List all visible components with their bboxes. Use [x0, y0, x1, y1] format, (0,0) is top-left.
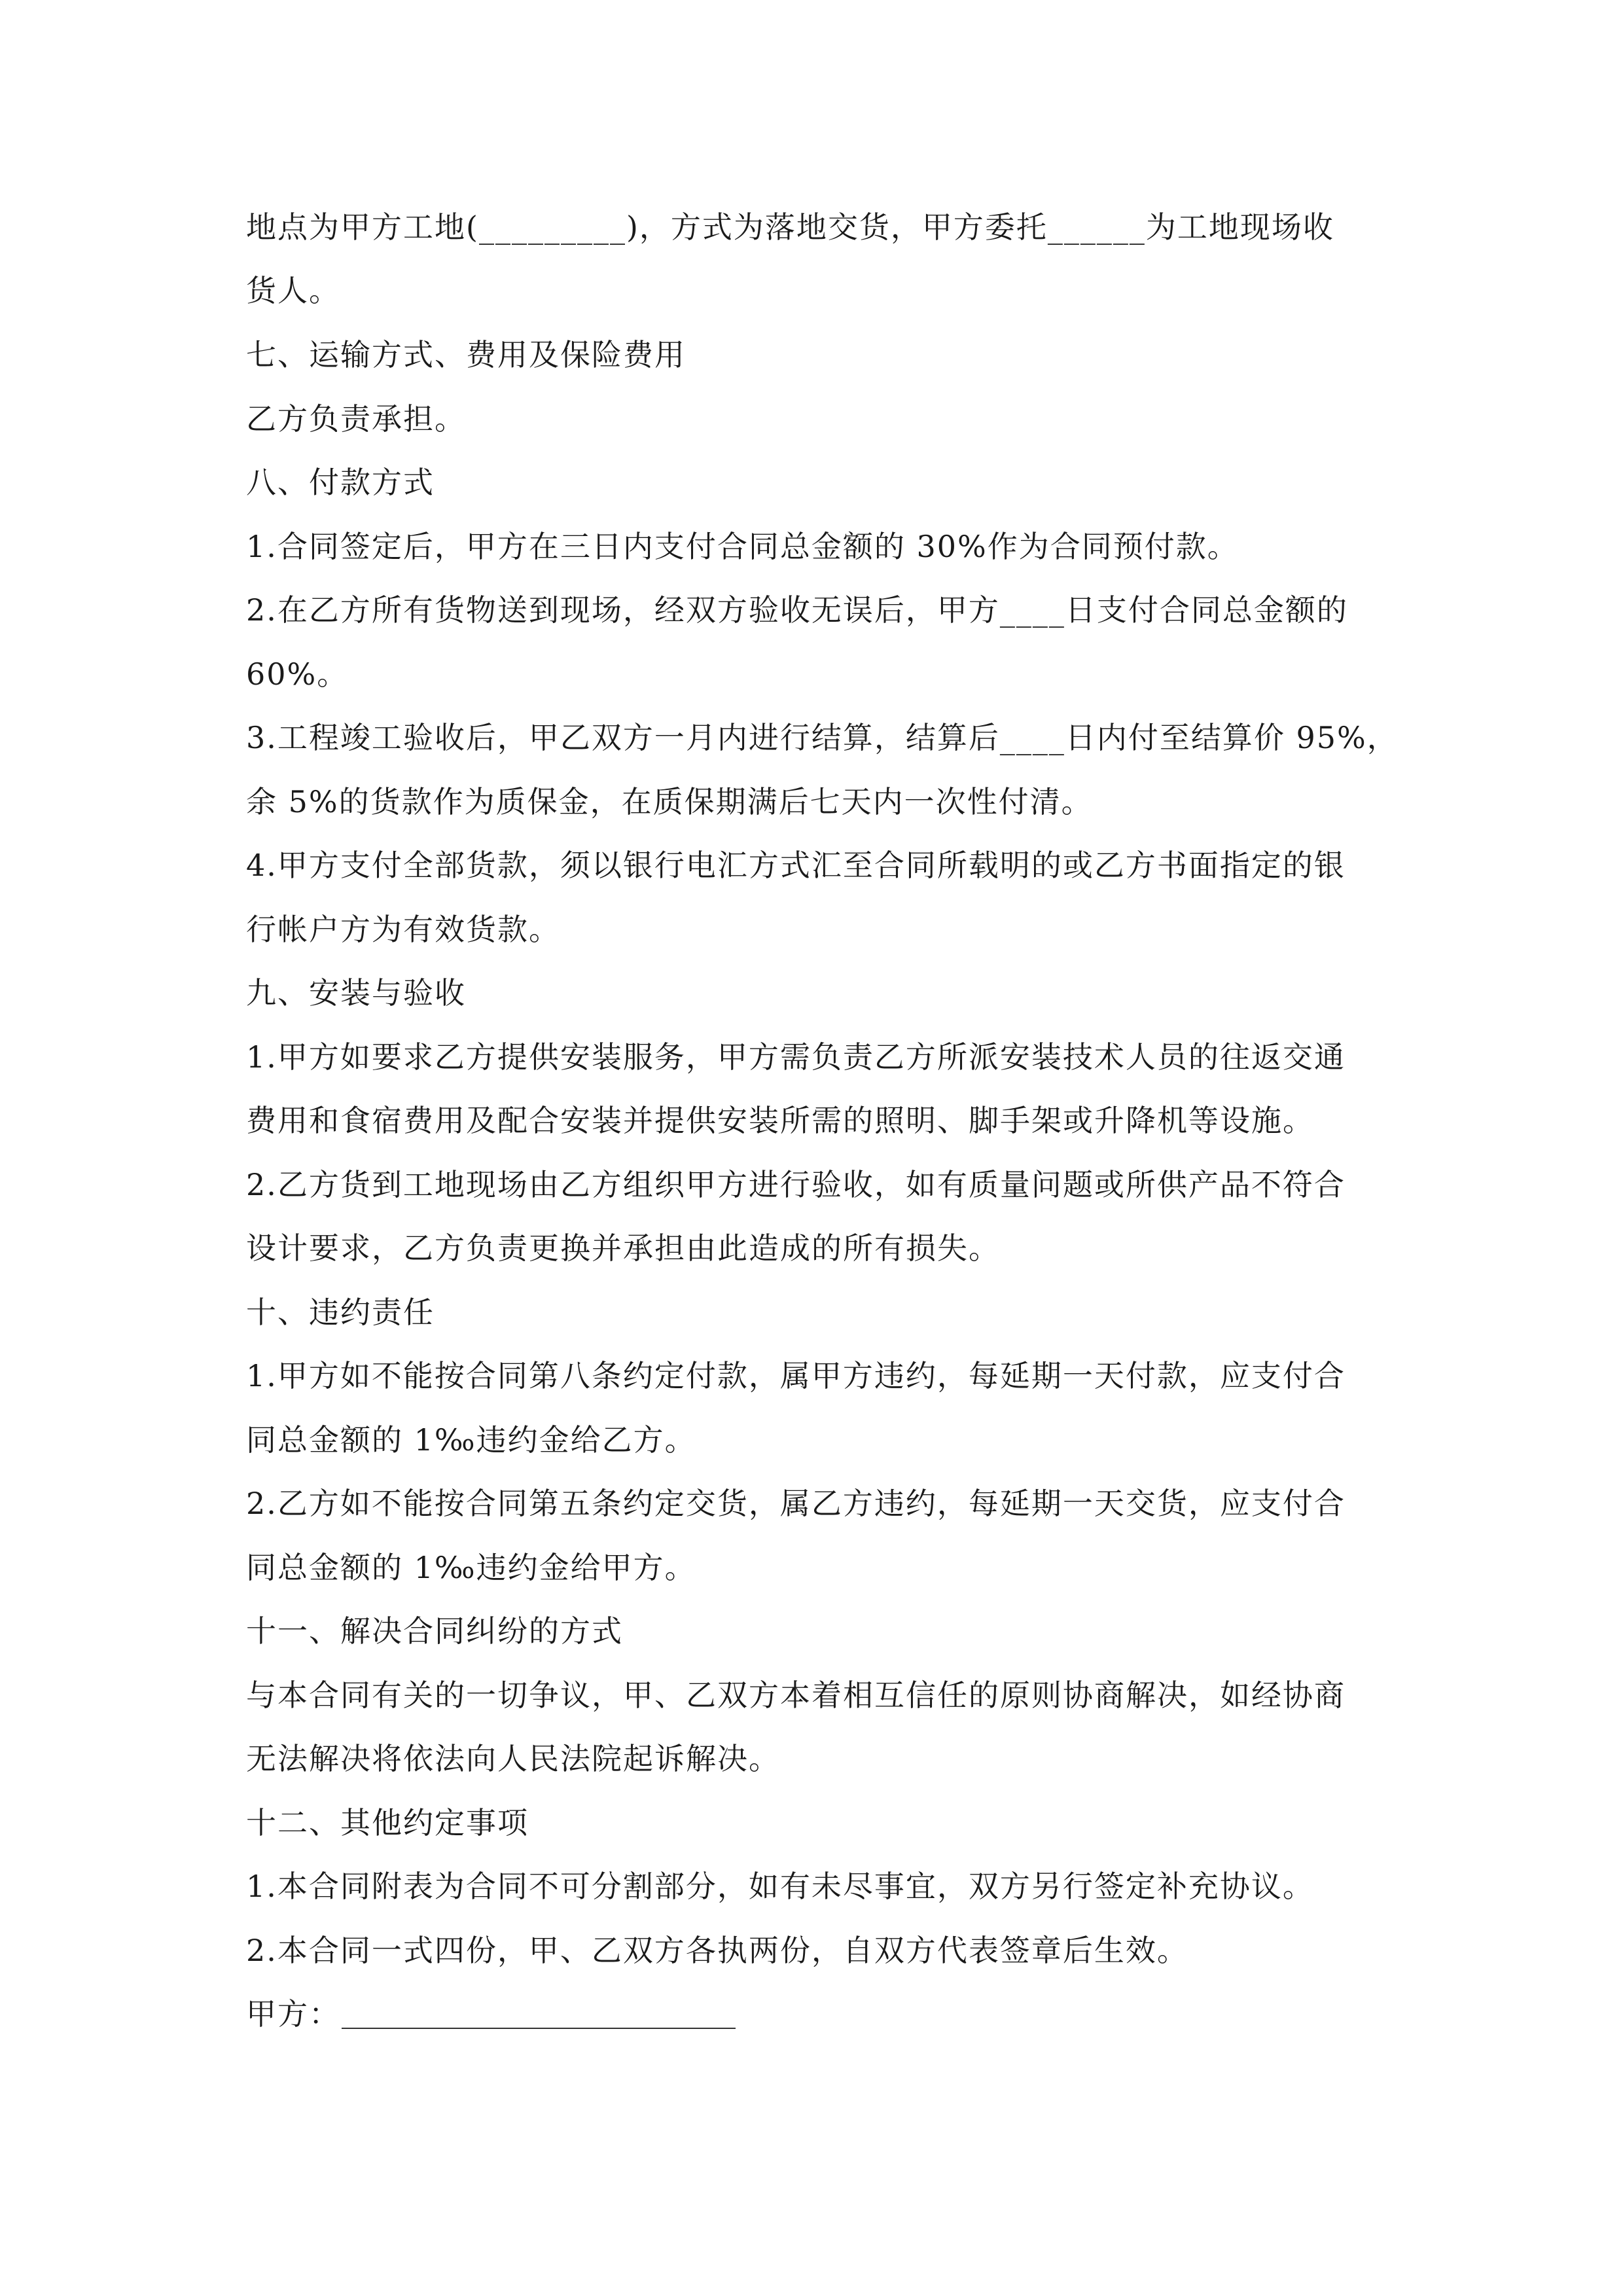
- section-heading-disputes: 十一、解决合同纠纷的方式: [246, 1613, 623, 1649]
- text-line: 乙方负责承担。: [246, 401, 466, 437]
- party-a-signature-label: 甲方：: [246, 1996, 340, 2032]
- text-line: 1.合同签定后，甲方在三日内支付合同总金额的 30%作为合同预付款。: [246, 529, 1239, 564]
- text-line: 货人。: [246, 273, 340, 308]
- text-line: 4.甲方支付全部货款，须以银行电汇方式汇至合同所载明的或乙方书面指定的银: [246, 848, 1346, 883]
- text-line: 2.乙方如不能按合同第五条约定交货，属乙方违约，每延期一天交货，应支付合: [246, 1486, 1346, 1521]
- text-line: 1.甲方如要求乙方提供安装服务，甲方需负责乙方所派安装技术人员的往返交通: [246, 1039, 1346, 1075]
- text-line: 同总金额的 1‰违约金给乙方。: [246, 1422, 696, 1458]
- text-line: 2.在乙方所有货物送到现场，经双方验收无误后，甲方____日支付合同总金额的: [246, 592, 1348, 628]
- text-line: 1.甲方如不能按合同第八条约定付款，属甲方违约，每延期一天付款，应支付合: [246, 1358, 1346, 1393]
- section-heading-installation: 九、安装与验收: [246, 975, 466, 1011]
- text-line: 2.乙方货到工地现场由乙方组织甲方进行验收，如有质量问题或所供产品不符合: [246, 1167, 1346, 1202]
- section-heading-payment: 八、付款方式: [246, 465, 435, 500]
- section-heading-other: 十二、其他约定事项: [246, 1805, 529, 1840]
- text-line: 地点为甲方工地(_________)，方式为落地交货，甲方委托______为工地现场收: [246, 209, 1334, 245]
- text-line: 余 5%的货款作为质保金，在质保期满后七天内一次性付清。: [246, 784, 1093, 819]
- section-heading-transport: 七、运输方式、费用及保险费用: [246, 337, 686, 372]
- party-a-signature-line: [342, 2028, 736, 2029]
- section-heading-liability: 十、违约责任: [246, 1295, 435, 1330]
- text-line: 设计要求，乙方负责更换并承担由此造成的所有损失。: [246, 1230, 1000, 1266]
- text-line: 与本合同有关的一切争议，甲、乙双方本着相互信任的原则协商解决，如经协商: [246, 1677, 1346, 1713]
- text-line: 2.本合同一式四份，甲、乙双方各执两份，自双方代表签章后生效。: [246, 1933, 1188, 1968]
- text-line: 无法解决将依法向人民法院起诉解决。: [246, 1741, 780, 1776]
- text-line: 60%。: [246, 656, 349, 692]
- text-line: 3.工程竣工验收后，甲乙双方一月内进行结算，结算后____日内付至结算价 95%，: [246, 720, 1399, 755]
- text-line: 费用和食宿费用及配合安装并提供安装所需的照明、脚手架或升降机等设施。: [246, 1103, 1314, 1138]
- text-line: 行帐户方为有效货款。: [246, 912, 560, 947]
- text-line: 同总金额的 1‰违约金给甲方。: [246, 1550, 696, 1585]
- text-line: 1.本合同附表为合同不可分割部分，如有未尽事宜，双方另行签定补充协议。: [246, 1869, 1314, 1904]
